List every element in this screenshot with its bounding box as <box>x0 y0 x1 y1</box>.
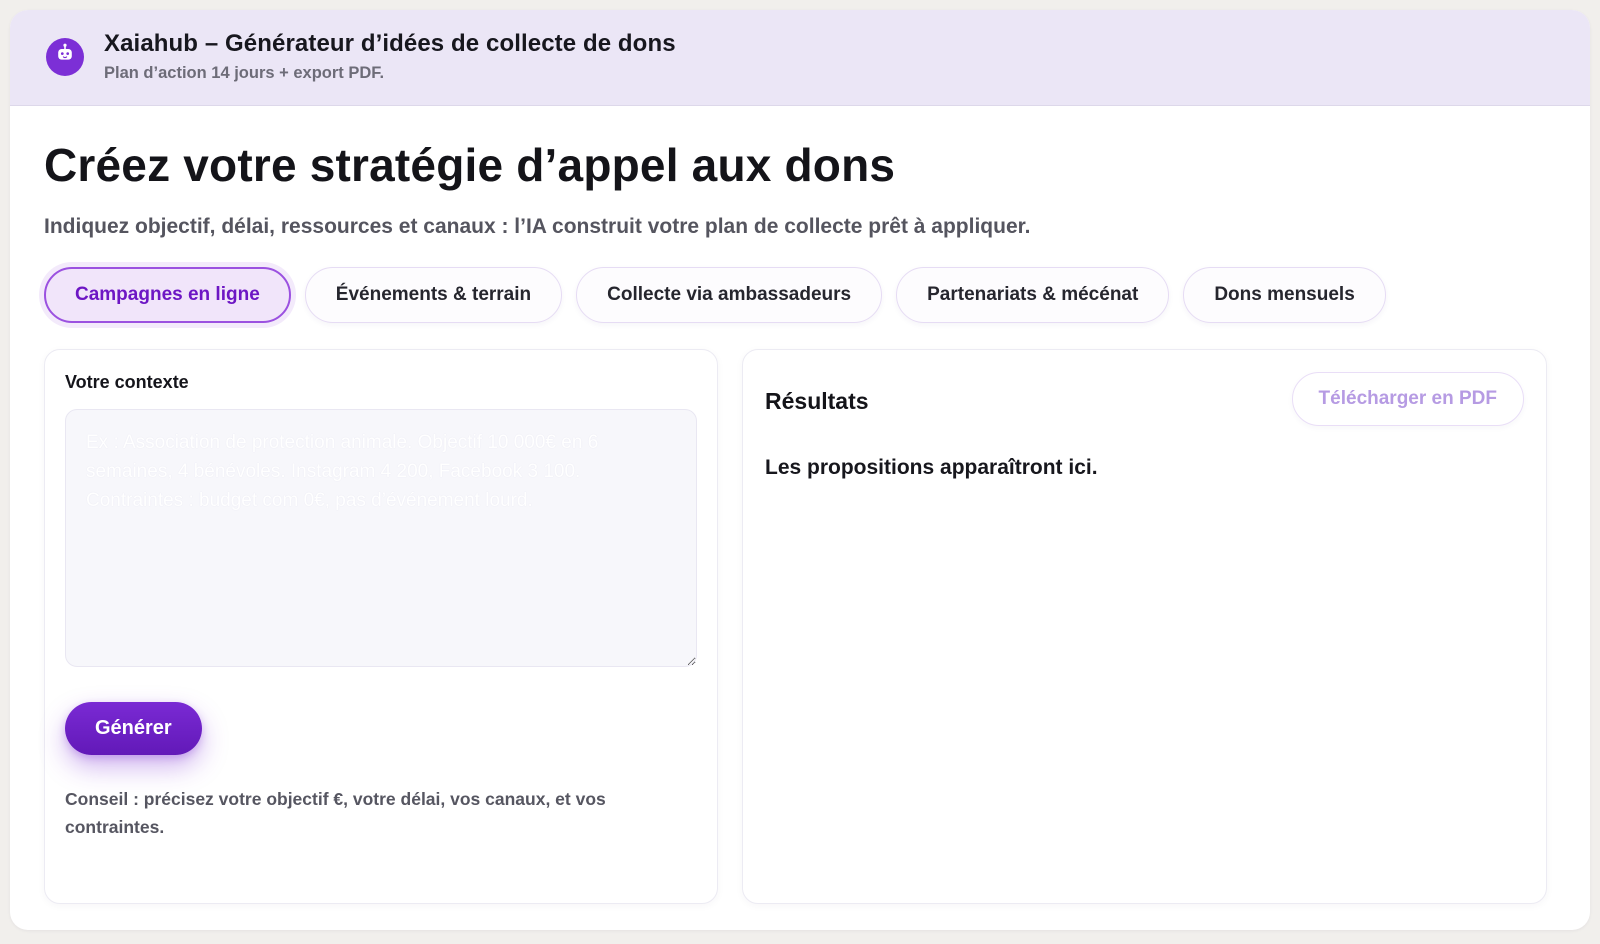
app-card <box>10 10 1590 930</box>
app-logo <box>46 38 84 76</box>
tab-dons-mensuels[interactable]: Dons mensuels <box>1183 267 1385 323</box>
app-title: Xaiahub – Générateur d’idées de collecte de dons <box>104 30 676 57</box>
page-title: Créez votre stratégie d’appel aux dons <box>44 139 896 191</box>
generate-button[interactable]: Générer <box>65 702 202 755</box>
tab-campagnes-en-ligne[interactable]: Campagnes en ligne <box>44 267 291 323</box>
results-panel <box>742 349 1547 904</box>
header-text <box>104 30 676 83</box>
results-empty-state: Les propositions apparaîtront ici. <box>765 455 1098 479</box>
app-subtitle: Plan d’action 14 jours + export PDF. <box>104 64 385 82</box>
download-pdf-button[interactable]: Télécharger en PDF <box>1292 372 1524 426</box>
tab-partenariats-mecenat[interactable]: Partenariats & mécénat <box>896 267 1169 323</box>
app-header <box>10 10 1590 106</box>
main-content <box>10 106 1590 930</box>
context-panel <box>44 349 718 904</box>
robot-icon <box>53 42 77 71</box>
results-title: Résultats <box>765 387 869 414</box>
context-label: Votre contexte <box>65 371 189 392</box>
category-tabs <box>44 267 1556 323</box>
results-header <box>765 372 1524 426</box>
tip-text: Conseil : précisez votre objectif €, votre délai, vos canaux, et vos contraintes. <box>65 788 606 837</box>
tab-collecte-via-ambassadeurs[interactable]: Collecte via ambassadeurs <box>576 267 882 323</box>
tab-evenements-terrain[interactable]: Événements & terrain <box>305 267 562 323</box>
context-input[interactable] <box>65 409 697 667</box>
page-subtitle: Indiquez objectif, délai, ressources et canaux : l’IA construit votre plan de collecte prêt à appliquer. <box>44 214 1031 238</box>
panels-row <box>44 349 1556 904</box>
